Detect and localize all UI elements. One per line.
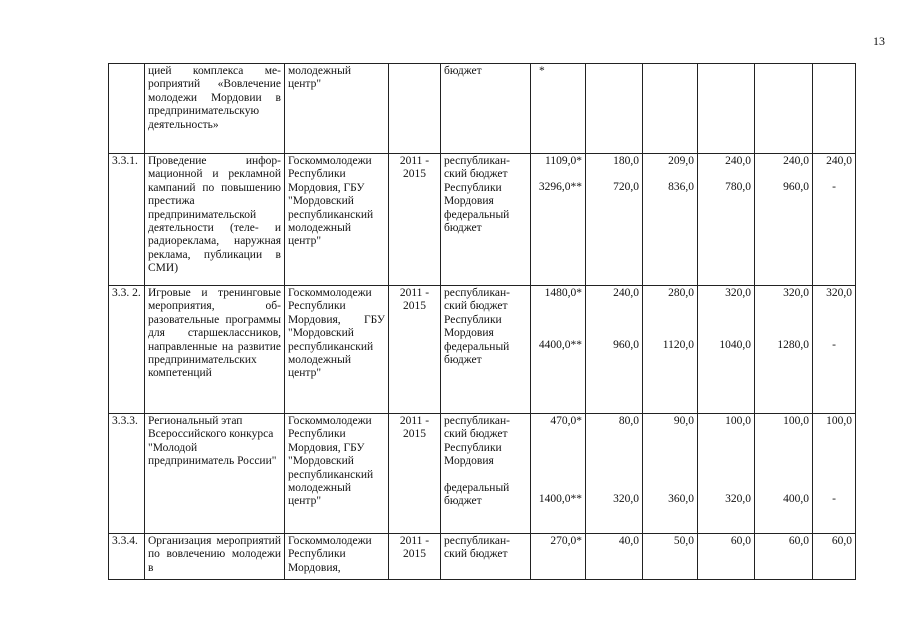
- value-federal: -: [832, 493, 836, 506]
- y2013-cell: [698, 414, 755, 534]
- value-federal: 320,0: [613, 493, 639, 506]
- executor-cell: Госкоммолодежи Республики Мордовия, ГБУ "Мордовский республиканский молодежный центр": [285, 414, 389, 534]
- y2013-cell: [698, 154, 755, 286]
- table-row: [109, 64, 856, 154]
- y2012-cell: 50,0: [643, 534, 698, 580]
- table-row: [109, 154, 856, 286]
- program-activities-table: [108, 63, 856, 580]
- value-republican: 280,0: [668, 287, 694, 299]
- source-cell: [441, 286, 531, 414]
- total-cell: *: [531, 64, 586, 154]
- source-republican: республиканский бюджет Республики Мордовия: [444, 155, 510, 208]
- value-federal: 360,0: [668, 493, 694, 506]
- y2015-cell: [813, 414, 856, 534]
- value-federal: 836,0: [668, 181, 694, 194]
- y2014-cell: [755, 154, 813, 286]
- value-republican: 209,0: [668, 155, 694, 167]
- row-number: 3.3.3.: [109, 414, 145, 534]
- activity-cell: Игровые и тренинговые мероприятия, образовательные программы для старшеклассников, направленные на развитие предпринимательских компетенций: [145, 286, 285, 414]
- source-cell: [441, 154, 531, 286]
- value-republican: 320,0: [783, 287, 809, 299]
- activity-cell: Региональный этап Всероссийского конкурса "Молодой предприниматель России": [145, 414, 285, 534]
- y2014-cell: [755, 64, 813, 154]
- value-federal: 1040,0: [719, 339, 751, 352]
- y2012-cell: [643, 64, 698, 154]
- total-cell: [531, 286, 586, 414]
- source-federal: федеральный бюджет: [444, 208, 510, 235]
- y2015-cell: [813, 154, 856, 286]
- value-republican: 240,0: [783, 155, 809, 167]
- y2015-cell: [813, 64, 856, 154]
- total-federal: 1400,0**: [538, 493, 582, 506]
- page-number: 13: [873, 34, 885, 48]
- y2015-cell: 60,0: [813, 534, 856, 580]
- y2011-cell: 40,0: [586, 534, 643, 580]
- row-number: 3.3. 2.: [109, 286, 145, 414]
- y2014-cell: 60,0: [755, 534, 813, 580]
- years-cell: 2011 - 2015: [389, 414, 441, 534]
- y2011-cell: [586, 64, 643, 154]
- y2013-cell: [698, 286, 755, 414]
- y2013-cell: 60,0: [698, 534, 755, 580]
- source-cell: бюджет: [441, 64, 531, 154]
- source-cell: [441, 414, 531, 534]
- source-federal: федеральный бюджет: [444, 340, 510, 367]
- total-cell: [531, 154, 586, 286]
- y2013-cell: [698, 64, 755, 154]
- value-republican: 240,0: [613, 287, 639, 299]
- total-republican: 1480,0*: [544, 287, 582, 299]
- value-federal: 400,0: [783, 493, 809, 506]
- row-number: 3.3.4.: [109, 534, 145, 580]
- source-cell: республиканский бюджет: [441, 534, 531, 580]
- executor-cell: Госкоммолодежи Республики Мордовия,: [285, 534, 389, 580]
- value-federal: 960,0: [783, 181, 809, 194]
- value-federal: 780,0: [725, 181, 751, 194]
- source-republican: республиканский бюджет Республики Мордовия: [444, 415, 510, 468]
- activity-cell: цией комплекса мероприятий «Вовлечение молодежи Мордовии в предпринимательскую деятельность»: [145, 64, 285, 154]
- years-cell: [389, 64, 441, 154]
- y2014-cell: [755, 414, 813, 534]
- total-republican: 470,0*: [550, 415, 582, 427]
- y2012-cell: [643, 154, 698, 286]
- total-federal: 3296,0**: [538, 181, 582, 194]
- source-republican: республиканский бюджет Республики Мордовия: [444, 287, 510, 340]
- y2012-cell: [643, 286, 698, 414]
- value-republican: 80,0: [618, 415, 639, 427]
- source-federal: федеральный бюджет: [444, 481, 510, 508]
- table-row: [109, 414, 856, 534]
- value-republican: 100,0: [783, 415, 809, 427]
- value-federal: -: [832, 339, 836, 352]
- value-republican: 100,0: [826, 415, 852, 427]
- value-republican: 240,0: [826, 155, 852, 167]
- y2011-cell: [586, 286, 643, 414]
- years-cell: 2011 - 2015: [389, 534, 441, 580]
- executor-cell: молодежный центр": [285, 64, 389, 154]
- years-cell: 2011 - 2015: [389, 286, 441, 414]
- table-row: [109, 286, 856, 414]
- y2011-cell: [586, 414, 643, 534]
- value-federal: 1280,0: [777, 339, 809, 352]
- value-federal: 720,0: [613, 181, 639, 194]
- activity-cell: Проведение информационной и рекламной кампаний по повышению престижа предпринимательской деятельности (теле- и радиореклама, наружная реклама, публикации в СМИ): [145, 154, 285, 286]
- value-republican: 320,0: [725, 287, 751, 299]
- y2015-cell: [813, 286, 856, 414]
- value-federal: 960,0: [613, 339, 639, 352]
- value-federal: 1120,0: [662, 339, 694, 352]
- total-federal: 4400,0**: [538, 339, 582, 352]
- value-republican: 320,0: [826, 287, 852, 299]
- value-republican: 90,0: [673, 415, 694, 427]
- value-federal: 320,0: [725, 493, 751, 506]
- y2012-cell: [643, 414, 698, 534]
- total-republican: 1109,0*: [545, 155, 582, 167]
- y2011-cell: [586, 154, 643, 286]
- executor-cell: Госкоммолодежи Республики Мордовия, ГБУ "Мордовский республиканский молодежный центр": [285, 154, 389, 286]
- table-row: [109, 534, 856, 580]
- activity-cell: Организация мероприятий по вовлечению молодежи в: [145, 534, 285, 580]
- total-cell: 270,0*: [531, 534, 586, 580]
- total-cell: [531, 414, 586, 534]
- years-cell: 2011 - 2015: [389, 154, 441, 286]
- value-republican: 240,0: [725, 155, 751, 167]
- value-federal: -: [832, 181, 836, 194]
- executor-cell: Госкоммолодежи Республики Мордовия, ГБУ "Мордовский республиканский молодежный центр": [285, 286, 389, 414]
- y2014-cell: [755, 286, 813, 414]
- row-number: 3.3.1.: [109, 154, 145, 286]
- value-republican: 180,0: [613, 155, 639, 167]
- value-republican: 100,0: [725, 415, 751, 427]
- row-number: [109, 64, 145, 154]
